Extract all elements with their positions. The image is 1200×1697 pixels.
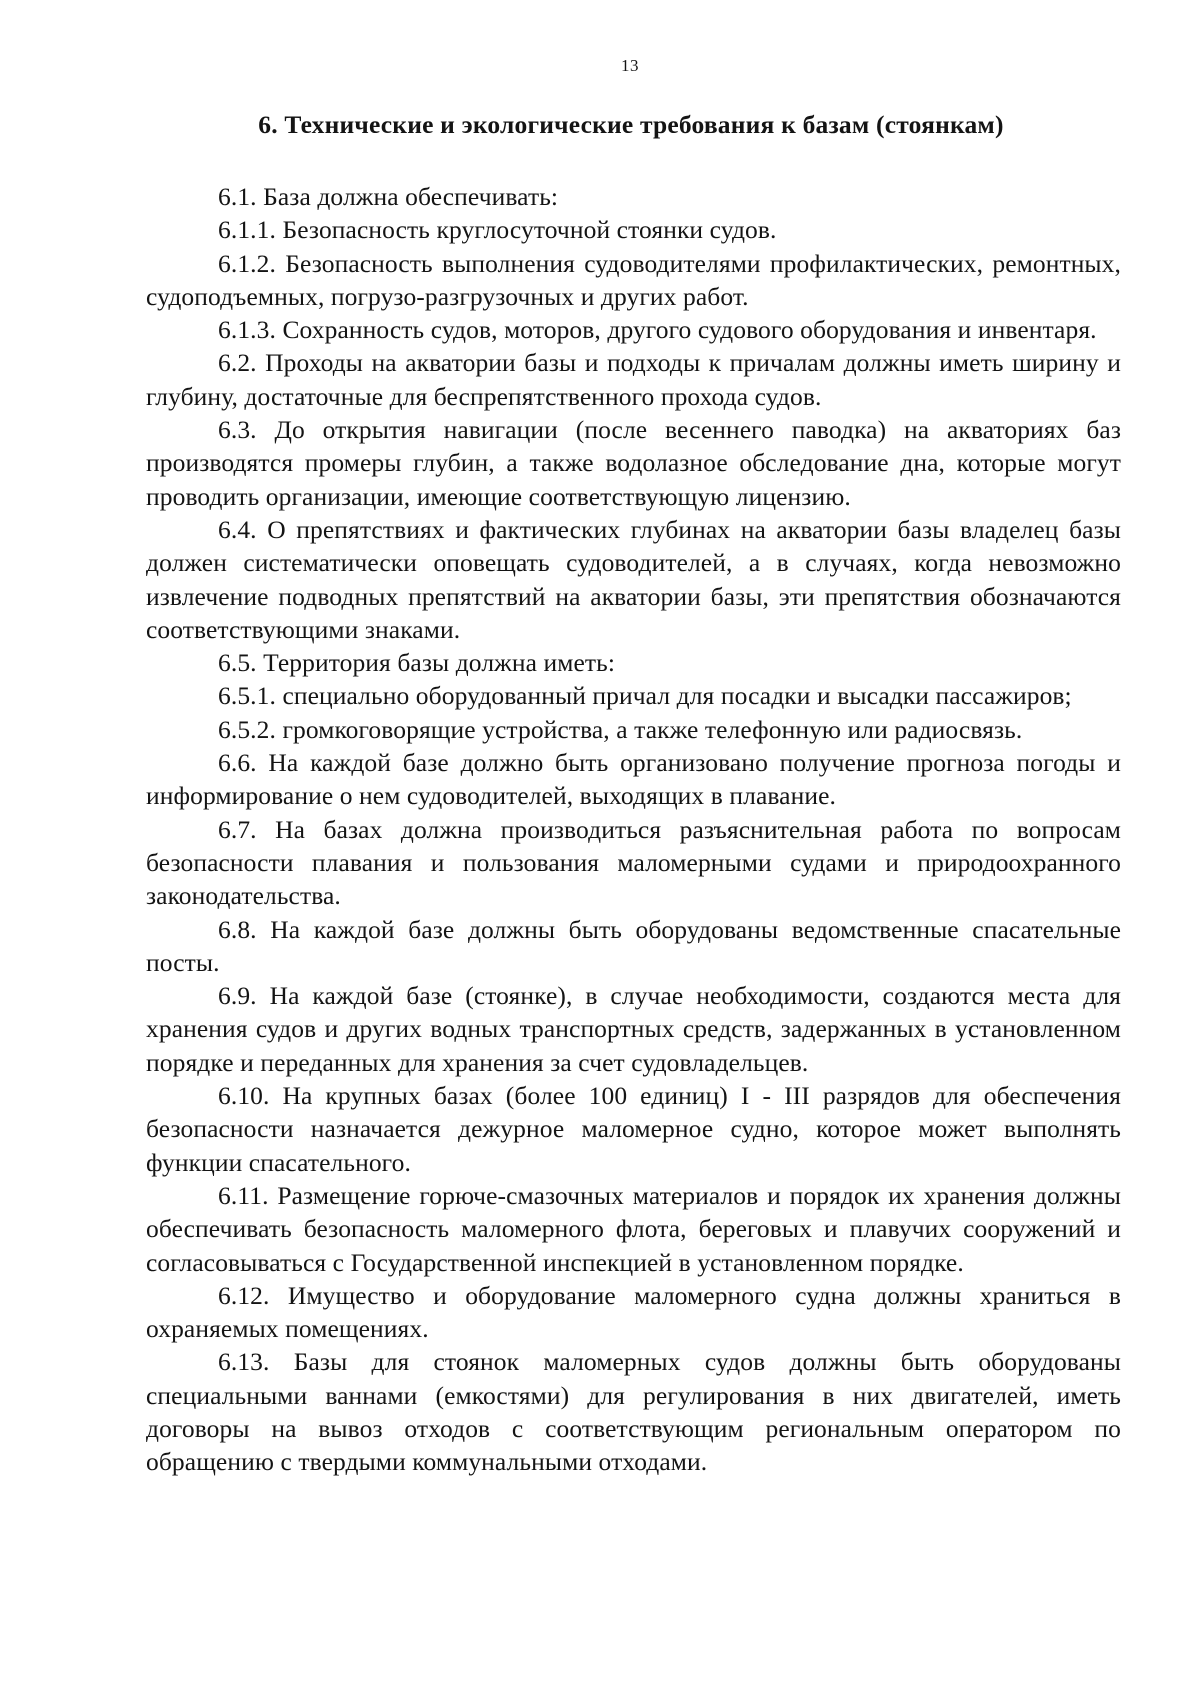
paragraph-6-12: 6.12. Имущество и оборудование маломерного судна должны храниться в охраняемых помещениях. [146, 1280, 1121, 1344]
section-heading: 6. Технические и экологические требования к базам (стоянкам) [258, 110, 1004, 139]
paragraph-6-1-1: 6.1.1. Безопасность круглосуточной стоянки судов. [218, 215, 777, 245]
paragraph-6-7: 6.7. На базах должна производиться разъяснительная работа по вопросам безопасности плавания и пользования маломерными судами и природоохранного законодательства. [146, 814, 1121, 911]
paragraph-6-8: 6.8. На каждой базе должны быть оборудованы ведомственные спасательные посты. [146, 914, 1121, 977]
paragraph-6-6: 6.6. На каждой базе должно быть организовано получение прогноза погоды и информирование о нем судоводителей, выходящих в плавание. [146, 748, 1121, 811]
page-number: 13 [621, 56, 639, 75]
paragraph-6-1-2: 6.1.2. Безопасность выполнения судоводителями профилактических, ремонтных, судоподъемных, погрузо-разгрузочных и других работ. [146, 248, 1121, 311]
paragraph-6-3: 6.3. До открытия навигации (после весеннего паводка) на акваториях баз производятся промеры глубин, а также водолазное обследование дна, которые могут проводить организации, имеющие соответствующую лицензию. [146, 415, 1121, 511]
paragraph-6-2: 6.2. Проходы на акватории базы и подходы к причалам должны иметь ширину и глубину, достаточные для беспрепятственного прохода судов. [146, 348, 1121, 411]
paragraph-6-5-1: 6.5.1. специально оборудованный причал для посадки и высадки пассажиров; [218, 681, 1072, 711]
paragraph-6-5: 6.5. Территория базы должна иметь: [218, 648, 616, 678]
paragraph-6-13: 6.13. Базы для стоянок маломерных судов должны быть оборудованы специальными ваннами (емкостями) для регулирования в них двигателей, иметь договоры на вывоз отходов с соответствующим региональным оператором по обращению с твердыми коммунальными отходами. [146, 1347, 1121, 1477]
paragraph-6-1: 6.1. База должна обеспечивать: [218, 182, 559, 211]
paragraph-6-1-3: 6.1.3. Сохранность судов, моторов, другого судового оборудования и инвентаря. [218, 315, 1097, 345]
paragraph-6-10: 6.10. На крупных базах (более 100 единиц) I - III разрядов для обеспечения безопасности назначается дежурное маломерное судно, которое может выполнять функции спасательного. [146, 1081, 1121, 1177]
paragraph-6-11: 6.11. Размещение горюче-смазочных материалов и порядок их хранения должны обеспечивать безопасность маломерного флота, береговых и плавучих сооружений и согласовываться с Государственной инспекцией в установленном порядке. [146, 1180, 1121, 1277]
paragraph-6-9: 6.9. На каждой базе (стоянке), в случае необходимости, создаются места для хранения судов и других водных транспортных средств, задержанных в установленном порядке и переданных для хранения за счет судовладельцев. [146, 981, 1121, 1077]
document-body [146, 180, 1121, 1479]
paragraph-6-5-2: 6.5.2. громкоговорящие устройства, а также телефонную или радиосвязь. [218, 714, 1023, 744]
paragraph-6-4: 6.4. О препятствиях и фактических глубинах на акватории базы владелец базы должен систематически оповещать судоводителей, а в случаях, когда невозможно извлечение подводных препятствий на акватории базы, эти препятствия обозначаются соответствующими знаками. [146, 514, 1121, 644]
